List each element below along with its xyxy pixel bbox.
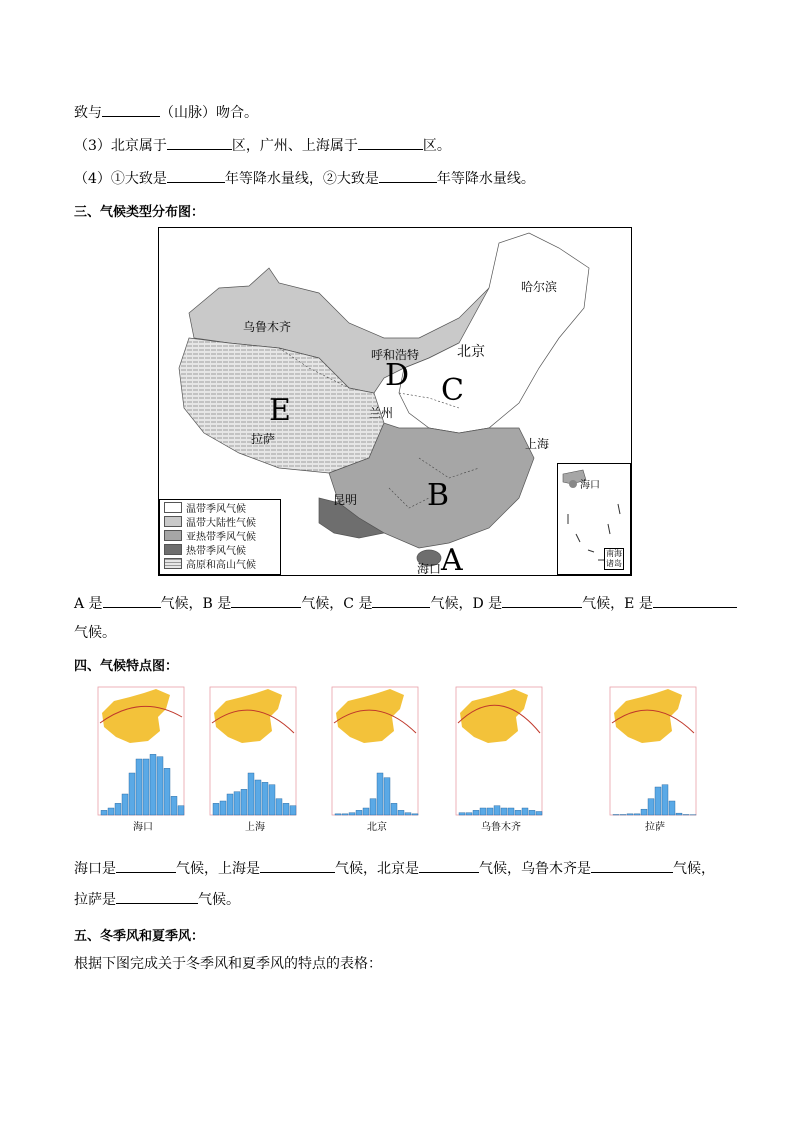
precip-bar — [494, 806, 500, 815]
chart-question-line-2 — [74, 889, 240, 909]
cq-f: 拉萨是 — [74, 892, 116, 908]
mq-e: 气候，E 是 — [582, 596, 653, 612]
precip-bar — [143, 759, 149, 815]
mq-c: 气候，C 是 — [301, 596, 373, 612]
city-hohhot: 呼和浩特 — [371, 348, 420, 362]
precip-bar — [480, 808, 486, 815]
precip-bar — [241, 789, 247, 815]
china-silhouette — [102, 689, 170, 743]
precip-bar — [515, 810, 521, 815]
q4-text-a: （4）①大致是 — [74, 171, 167, 187]
precip-bar — [150, 754, 156, 815]
climate-chart-svg — [84, 683, 202, 823]
legend-item-temperate-continental: 温带大陆性气候 — [164, 515, 280, 528]
blank-urumqi[interactable] — [591, 858, 673, 873]
city-lanzhou: 兰州 — [369, 406, 394, 420]
blank-isohyet-2[interactable] — [379, 168, 437, 183]
precip-bar — [473, 810, 479, 815]
precip-bar — [290, 806, 296, 815]
q2-suffix: （山脉）吻合。 — [160, 105, 258, 121]
city-shanghai: 上海 — [525, 437, 550, 451]
precip-bar — [536, 812, 542, 816]
precip-bar — [178, 806, 184, 815]
precip-bar — [377, 773, 383, 815]
blank-haikou[interactable] — [116, 858, 176, 873]
precip-bar — [466, 813, 472, 815]
cq-b: 气候，上海是 — [176, 861, 260, 877]
q2-prefix: 致与 — [74, 105, 102, 121]
q3-text-c: 区。 — [422, 138, 451, 154]
blank-guangzhou-zone[interactable] — [358, 135, 423, 150]
precip-bar — [122, 794, 128, 815]
city-haikou: 海口 — [417, 562, 442, 576]
legend-item-tropical-monsoon: 热带季风气候 — [164, 543, 280, 556]
map-question-tail: 气候。 — [74, 625, 116, 641]
chart-city-label: 海口 — [133, 822, 153, 833]
q4-text-c: 年等降水量线。 — [436, 171, 535, 187]
climate-chart-svg — [318, 683, 436, 823]
q4-text-b: 年等降水量线，②大致是 — [224, 171, 379, 187]
region-letter-B: B — [427, 478, 450, 513]
section5-title: 五、冬季风和夏季风： — [74, 929, 205, 944]
precip-bar — [136, 759, 142, 815]
blank-beijing-zone[interactable] — [167, 135, 232, 150]
blank-lhasa[interactable] — [116, 889, 198, 904]
chart-question-line — [74, 858, 715, 878]
chart-city-label: 拉萨 — [645, 822, 665, 833]
blank-climate-B[interactable] — [231, 593, 301, 608]
q2-tail-line — [74, 102, 258, 122]
blank-climate-E[interactable] — [653, 593, 737, 608]
precip-bar — [391, 803, 397, 815]
blank-beijing[interactable] — [419, 858, 479, 873]
city-urumqi: 乌鲁木齐 — [243, 320, 292, 334]
precip-bar — [641, 809, 647, 815]
precip-bar — [342, 814, 348, 815]
precip-bar — [101, 810, 107, 815]
precip-bar — [627, 814, 633, 815]
climate-map — [158, 227, 632, 576]
blank-climate-A[interactable] — [103, 593, 161, 608]
climate-chart — [84, 683, 202, 833]
city-lhasa: 拉萨 — [251, 432, 276, 446]
q4-line — [74, 168, 535, 188]
chart-city-label: 上海 — [245, 822, 265, 833]
legend-item-plateau: 高原和高山气候 — [164, 557, 280, 570]
region-letter-D: D — [385, 358, 410, 393]
blank-isohyet-1[interactable] — [167, 168, 225, 183]
precip-bar — [220, 801, 226, 815]
precip-bar — [662, 785, 668, 815]
precip-bar — [227, 794, 233, 815]
precip-bar — [335, 814, 341, 815]
city-kunming: 昆明 — [333, 493, 358, 507]
region-letter-C: C — [441, 373, 464, 408]
legend-item-temperate-monsoon: 温带季风气候 — [164, 501, 280, 514]
precip-bar — [398, 810, 404, 815]
region-letter-E: E — [269, 393, 291, 428]
blank-shanghai[interactable] — [260, 858, 335, 873]
precip-bar — [269, 785, 275, 815]
mq-a: A 是 — [74, 596, 103, 612]
precip-bar — [522, 808, 528, 815]
precip-bar — [262, 782, 268, 815]
map-legend — [159, 499, 281, 575]
cq-e: 气候， — [673, 861, 715, 877]
chart-city-label: 乌鲁木齐 — [481, 822, 521, 833]
precip-bar — [487, 808, 493, 815]
cq-a: 海口是 — [74, 861, 116, 877]
precip-bar — [384, 778, 390, 815]
south-china-sea-inset — [557, 463, 631, 575]
precip-bar — [213, 803, 219, 815]
blank-climate-C[interactable] — [372, 593, 430, 608]
legend-item-subtropical-monsoon: 亚热带季风气候 — [164, 529, 280, 542]
precip-bar — [459, 813, 465, 815]
q3-text-a: （3）北京属于 — [74, 138, 167, 154]
precip-bar — [508, 808, 514, 815]
precip-bar — [276, 799, 282, 815]
precip-bar — [157, 757, 163, 815]
climate-chart — [318, 683, 436, 833]
region-letter-A: A — [441, 543, 463, 576]
mq-b: 气候，B 是 — [160, 596, 232, 612]
blank-climate-D[interactable] — [502, 593, 582, 608]
precip-bar — [501, 808, 507, 815]
precip-bar — [108, 808, 114, 815]
mq-d: 气候，D 是 — [430, 596, 503, 612]
cq-d: 气候，乌鲁木齐是 — [479, 861, 591, 877]
q3-text-b: 区，广州、上海属于 — [231, 138, 358, 154]
cq-c: 气候，北京是 — [335, 861, 419, 877]
precip-bar — [412, 814, 418, 815]
blank-mountain[interactable] — [102, 102, 160, 117]
climate-chart — [196, 683, 314, 833]
precip-bar — [164, 768, 170, 815]
precip-bar — [529, 810, 535, 815]
city-harbin: 哈尔滨 — [521, 280, 558, 294]
precip-bar — [234, 792, 240, 815]
precip-bar — [356, 810, 362, 815]
inset-label: 南海 诸岛 — [606, 549, 622, 568]
precip-bar — [655, 787, 661, 815]
precip-bar — [363, 808, 369, 815]
precip-bar — [405, 813, 411, 815]
section4-title: 四、气候特点图： — [74, 659, 179, 674]
inset-city-haikou: 海口 — [580, 480, 600, 491]
region-temperate-monsoon — [399, 233, 589, 433]
precip-bar — [171, 796, 177, 815]
precip-bar — [255, 780, 261, 815]
chart-city-label: 北京 — [367, 822, 387, 833]
precip-bar — [669, 801, 675, 815]
china-silhouette — [460, 689, 528, 743]
precip-bar — [248, 773, 254, 815]
precip-bar — [648, 799, 654, 815]
q3-line — [74, 135, 451, 155]
precip-bar — [129, 773, 135, 815]
cq-g: 气候。 — [198, 892, 240, 908]
section5-instruction: 根据下图完成关于冬季风和夏季风的特点的表格： — [74, 956, 382, 972]
climate-chart — [596, 683, 714, 833]
precip-bar — [283, 803, 289, 815]
precip-bar — [634, 814, 640, 815]
map-question-line — [74, 593, 737, 613]
precip-bar — [676, 813, 682, 815]
precip-bar — [115, 803, 121, 815]
precip-bar — [349, 813, 355, 815]
precip-bar — [370, 799, 376, 815]
section3-title: 三、气候类型分布图： — [74, 205, 205, 220]
city-beijing: 北京 — [457, 344, 485, 360]
climate-chart — [442, 683, 560, 833]
climate-chart-svg — [596, 683, 714, 823]
climate-chart-svg — [442, 683, 560, 823]
climate-chart-svg — [196, 683, 314, 823]
